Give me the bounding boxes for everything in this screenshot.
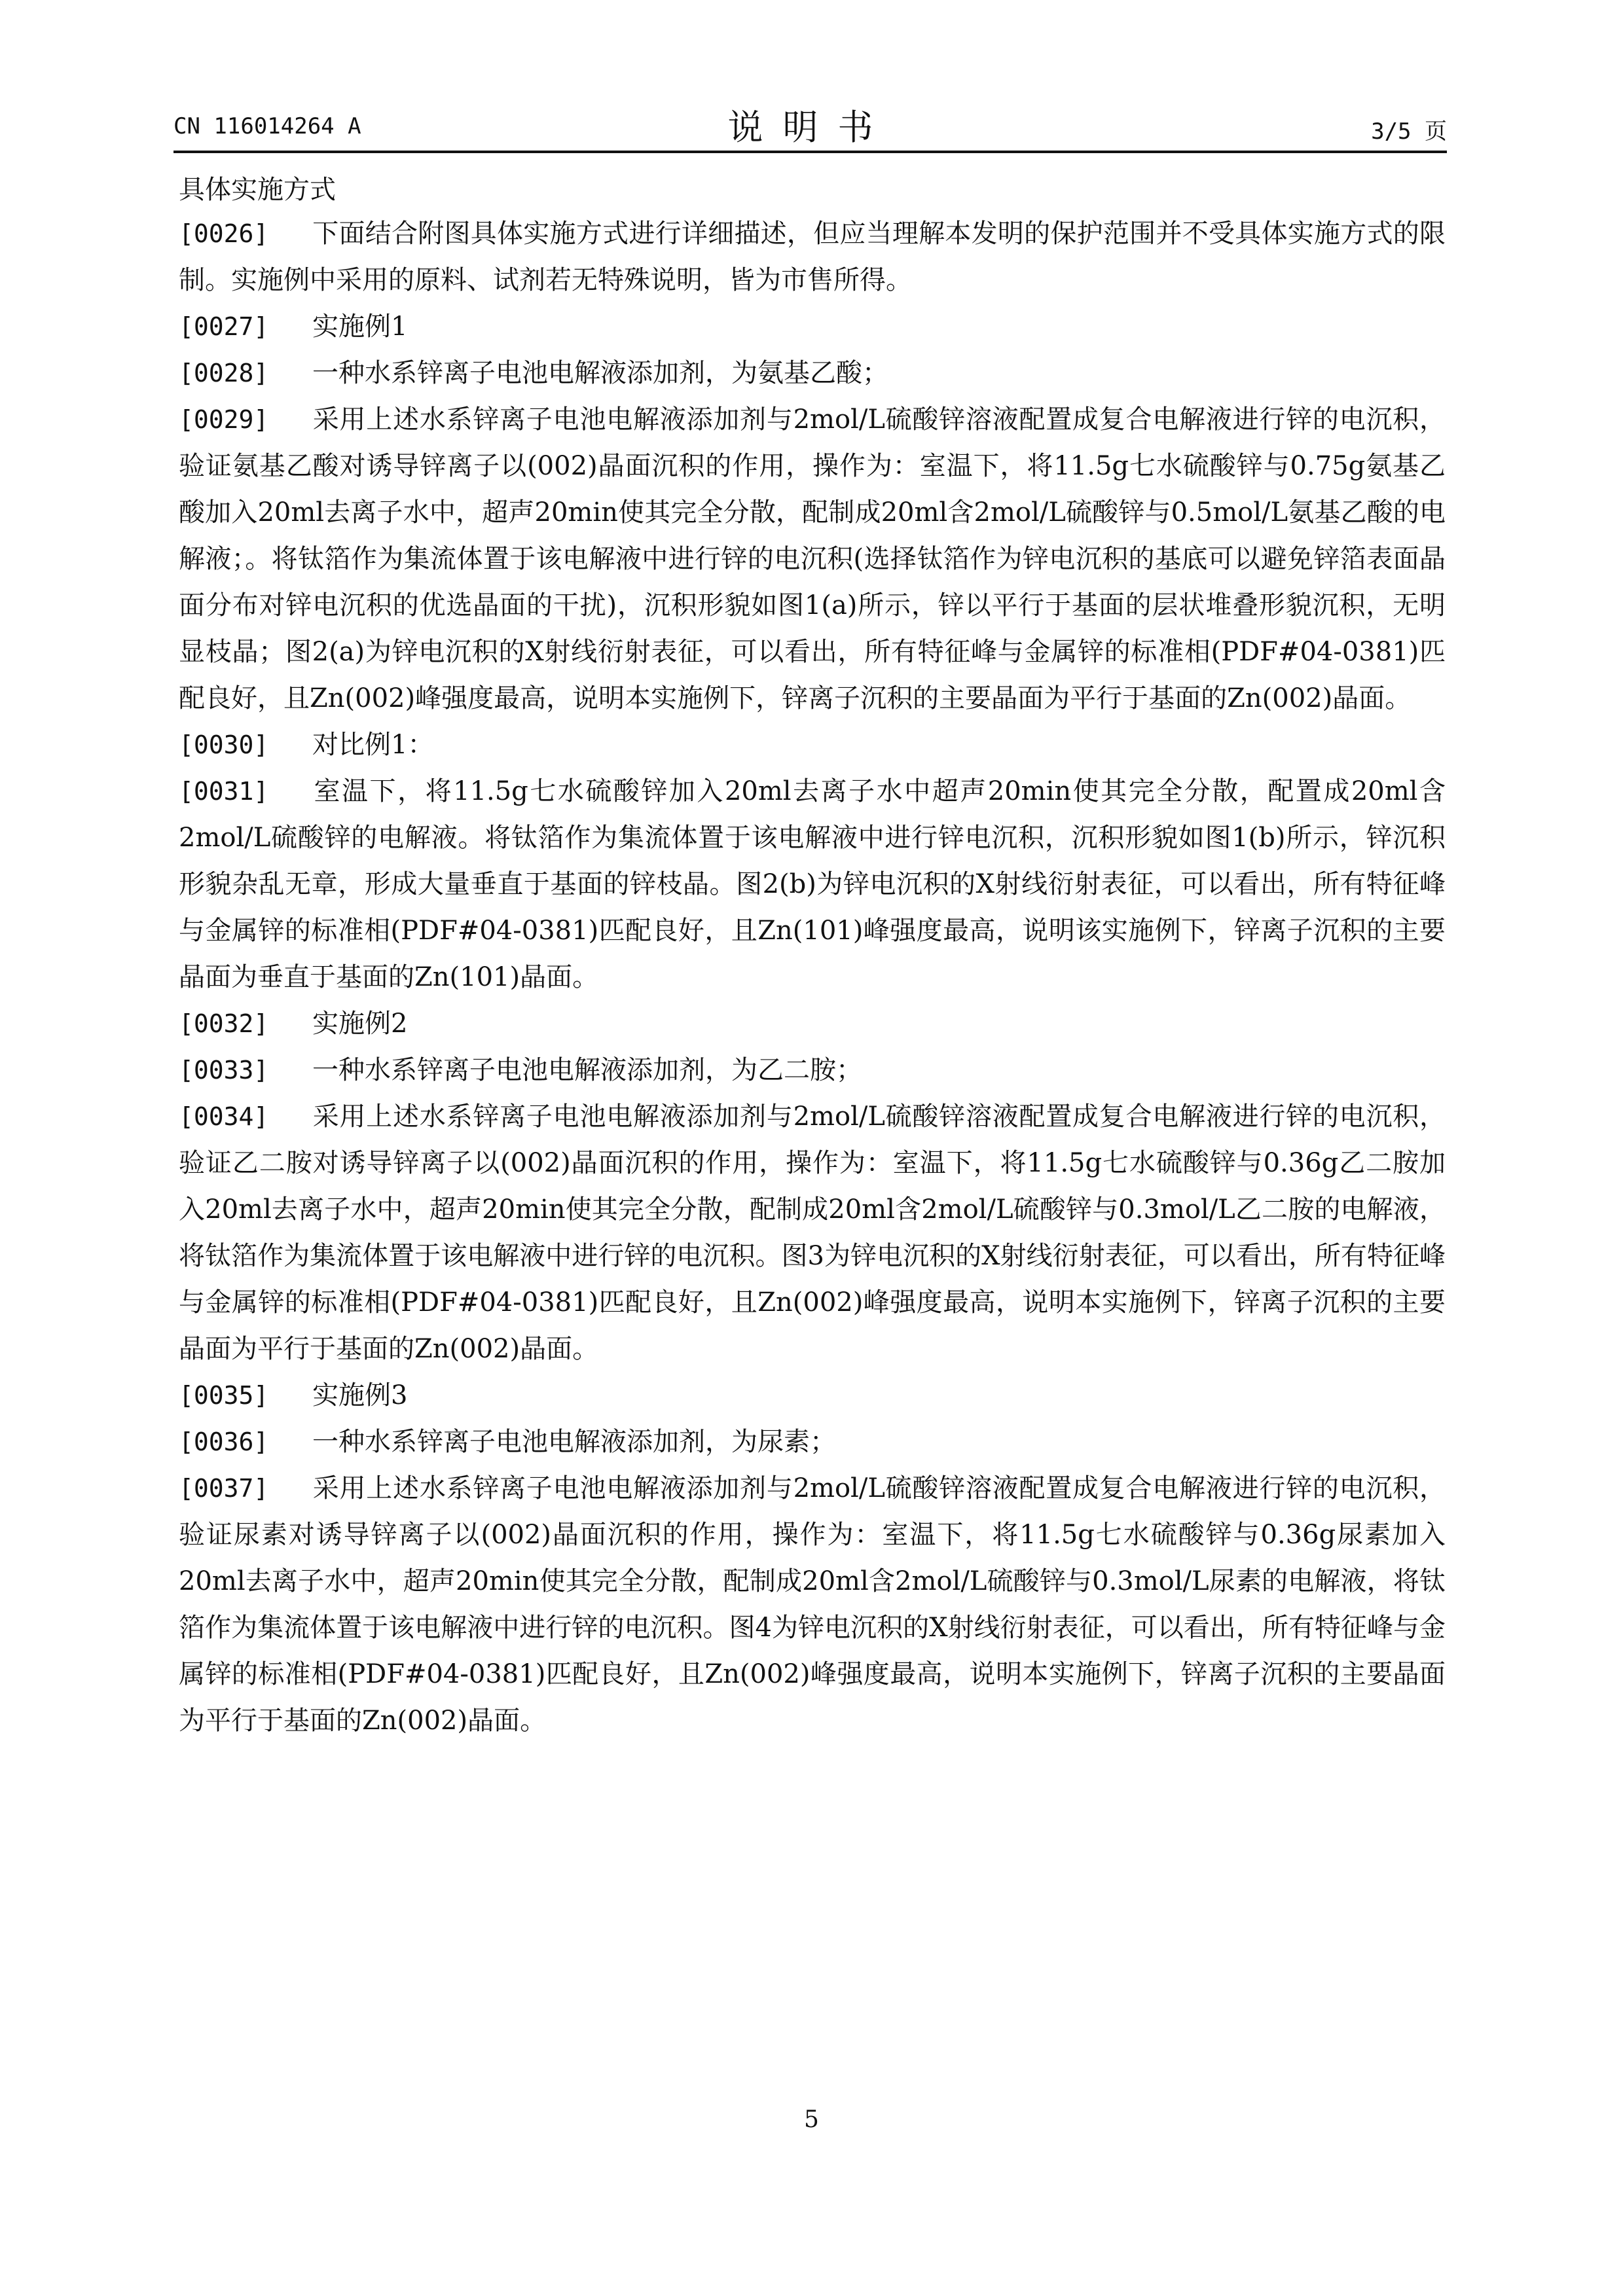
page-number: 5 xyxy=(804,2106,819,2133)
paragraph-text: 采用上述水系锌离子电池电解液添加剂与2mol/L硫酸锌溶液配置成复合电解液进行锌的电沉积，验证氨基乙酸对诱导锌离子以(002)晶面沉积的作用，操作为：室温下，将11.5g七水硫酸锌与0.75g氨基乙酸加入20ml去离子水中，超声20min使其完全分散，配制成20ml含2mol/L硫酸锌与0.5mol/L氨基乙酸的电解液；。将钛箔作为集流体置于该电解液中进行锌的电沉积(选择钛箔作为锌电沉积的基底可以避免锌箔表面晶面分布对锌电沉积的优选晶面的干扰)，沉积形貌如图1(a)所示，锌以平行于基面的层状堆叠形貌沉积，无明显枝晶；图2(a)为锌电沉积的X射线衍射表征，可以看出，所有特征峰与金属锌的标准相(PDF#04-0381)匹配良好，且Zn(002)峰强度最高，说明本实施例下，锌离子沉积的主要晶面为平行于基面的Zn(002)晶面。 xyxy=(179,404,1446,713)
paragraph-0033 xyxy=(179,1047,1446,1094)
paragraph-0029 xyxy=(179,397,1446,722)
paragraph-0027 xyxy=(179,304,1446,350)
paragraph-0031 xyxy=(179,768,1446,1001)
paragraph-number: [0028] xyxy=(179,359,269,387)
paragraph-text: 实施例2 xyxy=(312,1009,408,1039)
patent-number: CN 116014264 A xyxy=(173,113,361,139)
paragraph-text: 对比例1： xyxy=(312,730,434,760)
paragraph-number: [0037] xyxy=(179,1474,269,1503)
page-indicator: 3/5 页 xyxy=(1371,118,1447,145)
document-title: 说明书 xyxy=(727,107,893,148)
section-title: 具体实施方式 xyxy=(179,175,336,205)
paragraph-number: [0031] xyxy=(179,777,269,806)
paragraph-number: [0036] xyxy=(179,1427,269,1456)
document-body xyxy=(179,171,1446,1744)
paragraph-0037 xyxy=(179,1465,1446,1744)
paragraph-text: 实施例3 xyxy=(312,1380,408,1410)
paragraph-text: 实施例1 xyxy=(312,312,408,342)
paragraph-0035 xyxy=(179,1372,1446,1419)
paragraph-number: [0033] xyxy=(179,1056,269,1085)
paragraph-number: [0030] xyxy=(179,730,269,759)
paragraph-text: 室温下，将11.5g七水硫酸锌加入20ml去离子水中超声20min使其完全分散，配置成20ml含2mol/L硫酸锌的电解液。将钛箔作为集流体置于该电解液中进行锌电沉积，沉积形貌如图1(b)所示，锌沉积形貌杂乱无章，形成大量垂直于基面的锌枝晶。图2(b)为锌电沉积的X射线衍射表征，可以看出，所有特征峰与金属锌的标准相(PDF#04-0381)匹配良好，且Zn(101)峰强度最高，说明该实施例下，锌离子沉积的主要晶面为垂直于基面的Zn(101)晶面。 xyxy=(179,776,1446,992)
paragraph-text: 一种水系锌离子电池电解液添加剂，为乙二胺； xyxy=(312,1055,862,1085)
paragraph-text: 一种水系锌离子电池电解液添加剂，为氨基乙酸； xyxy=(312,358,888,388)
paragraph-number: [0029] xyxy=(179,405,269,434)
page-header xyxy=(173,92,1447,151)
paragraph-0036 xyxy=(179,1419,1446,1465)
paragraph-number: [0035] xyxy=(179,1381,269,1410)
paragraph-0030 xyxy=(179,722,1446,768)
paragraph-text: 下面结合附图具体实施方式进行详细描述，但应当理解本发明的保护范围并不受具体实施方式的限制。实施例中采用的原料、试剂若无特殊说明，皆为市售所得。 xyxy=(179,219,1446,295)
header-rule xyxy=(173,151,1447,153)
paragraph-text: 采用上述水系锌离子电池电解液添加剂与2mol/L硫酸锌溶液配置成复合电解液进行锌的电沉积，验证尿素对诱导锌离子以(002)晶面沉积的作用，操作为：室温下，将11.5g七水硫酸锌与0.36g尿素加入20ml去离子水中，超声20min使其完全分散，配制成20ml含2mol/L硫酸锌与0.3mol/L尿素的电解液，将钛箔作为集流体置于该电解液中进行锌的电沉积。图4为锌电沉积的X射线衍射表征，可以看出，所有特征峰与金属锌的标准相(PDF#04-0381)匹配良好，且Zn(002)峰强度最高，说明本实施例下，锌离子沉积的主要晶面为平行于基面的Zn(002)晶面。 xyxy=(179,1473,1446,1736)
paragraph-number: [0034] xyxy=(179,1102,269,1131)
paragraph-number: [0027] xyxy=(179,312,269,341)
paragraph-0034 xyxy=(179,1094,1446,1372)
paragraph-text: 采用上述水系锌离子电池电解液添加剂与2mol/L硫酸锌溶液配置成复合电解液进行锌的电沉积，验证乙二胺对诱导锌离子以(002)晶面沉积的作用，操作为：室温下，将11.5g七水硫酸锌与0.36g乙二胺加入20ml去离子水中，超声20min使其完全分散，配制成20ml含2mol/L硫酸锌与0.3mol/L乙二胺的电解液，将钛箔作为集流体置于该电解液中进行锌的电沉积。图3为锌电沉积的X射线衍射表征，可以看出，所有特征峰与金属锌的标准相(PDF#04-0381)匹配良好，且Zn(002)峰强度最高，说明本实施例下，锌离子沉积的主要晶面为平行于基面的Zn(002)晶面。 xyxy=(179,1102,1446,1364)
paragraph-0026 xyxy=(179,211,1446,304)
paragraph-0032 xyxy=(179,1001,1446,1047)
paragraph-0028 xyxy=(179,350,1446,397)
paragraph-number: [0032] xyxy=(179,1009,269,1038)
paragraph-number: [0026] xyxy=(179,219,269,248)
paragraph-text: 一种水系锌离子电池电解液添加剂，为尿素； xyxy=(312,1427,836,1457)
